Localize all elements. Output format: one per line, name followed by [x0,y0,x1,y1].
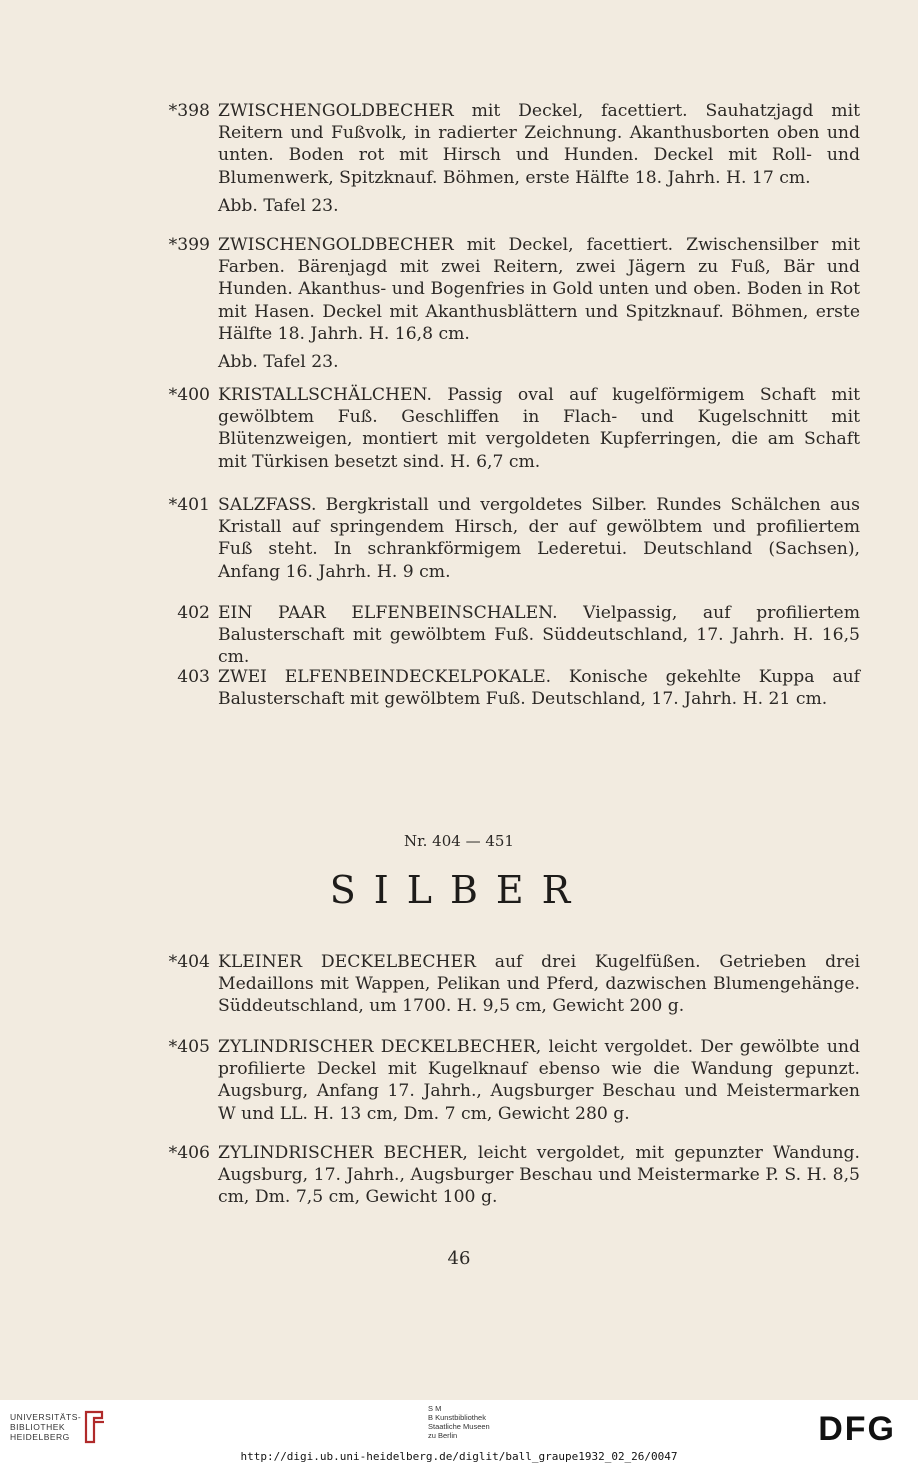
entry-401 [160,494,860,583]
university-line: UNIVERSITÄTS- [10,1412,82,1422]
page-url-link[interactable]: http://digi.ub.uni-heidelberg.de/diglit/ball_graupe1932_02_26/0047 [240,1450,678,1463]
entry-text: ZWISCHENGOLDBECHER mit Deckel, facettiert. Zwischensilber mit Farben. Bärenjagd mit zwei Reitern, zwei Jägern zu Fuß, Bär und Hunden. Akanthus- und Bogenfries in Gold unten und oben. Boden in Rot mit Hasen. Deckel mit Akanthusblättern und Spitzknauf. Böhmen, erste Hälfte 18. Jahrh. H. 16,8 cm. [218,235,860,344]
entry-number: *401 [168,495,210,515]
page-number: 46 [447,1248,471,1269]
entry-text: EIN PAAR ELFENBEINSCHALEN. Vielpassig, auf profiliertem Balusterschaft mit gewölbtem Fuß. Süddeutschland, 17. Jahrh. H. 16,5 cm. [218,603,860,668]
entry-text: ZYLINDRISCHER DECKELBECHER, leicht vergoldet. Der gewölbte und profilierte Deckel mit Kugelknauf ebenso wie die Wandung gepunzt. Augsburg, Anfang 17. Jahrh., Augsburger Beschau und Meistermarken W und LL. H. 13 cm, Dm. 7 cm, Gewicht 280 g. [218,1037,860,1124]
entry-reference: Abb. Tafel 23. [218,352,339,373]
entry-404 [160,951,860,1018]
entry-406 [160,1142,860,1209]
entry-number: *398 [168,101,210,121]
library-line: S M [428,1404,442,1413]
dfg-logo[interactable]: DFG [818,1410,896,1448]
kunstbibliothek-label[interactable] [428,1404,490,1440]
university-line: HEIDELBERG [10,1432,70,1442]
entry-text: ZWEI ELFENBEINDECKELPOKALE. Konische gekehlte Kuppa auf Balusterschaft mit gewölbtem Fuß. Deutschland, 17. Jahrh. H. 21 cm. [218,667,860,710]
viewer-footer [0,1400,918,1465]
entry-399 [160,234,860,373]
entry-402 [160,602,860,669]
library-line: Staatliche Museen [428,1422,490,1431]
university-line: BIBLIOTHEK [10,1422,66,1432]
university-library-label[interactable] [10,1412,81,1442]
university-logo-icon [80,1408,108,1446]
entry-number: 402 [177,603,210,623]
entry-405 [160,1036,860,1125]
entry-text: ZWISCHENGOLDBECHER mit Deckel, facettiert. Sauhatzjagd mit Reitern und Fußvolk, in radierter Zeichnung. Akanthusborten oben und unten. Boden rot mit Hirsch und Hunden. Deckel mit Roll- und Blumenwerk, Spitzknauf. Böhmen, erste Hälfte 18. Jahrh. H. 17 cm. [218,101,860,188]
entry-text: ZYLINDRISCHER BECHER, leicht vergoldet, mit gepunzter Wandung. Augsburg, 17. Jahrh., Augsburger Beschau und Meistermarke P. S. H. 8,5 cm, Dm. 7,5 cm, Gewicht 100 g. [218,1143,860,1208]
entry-398 [160,100,860,217]
entry-number: *399 [168,235,210,255]
entry-number: *405 [168,1037,210,1057]
entry-number: *400 [168,385,210,405]
library-line: B Kunstbibliothek [428,1413,486,1422]
entry-reference: Abb. Tafel 23. [218,195,339,216]
entry-number: *404 [168,952,210,972]
entry-text: SALZFASS. Bergkristall und vergoldetes Silber. Rundes Schälchen aus Kristall auf springendem Hirsch, der auf gewölbtem und profiliertem Fuß steht. In schrankförmigem Lederetui. Deutschland (Sachsen), Anfang 16. Jahrh. H. 9 cm. [218,495,860,582]
section-range: Nr. 404 — 451 [404,832,514,850]
section-title: SILBER [329,868,589,912]
entry-403 [160,666,860,710]
entry-number: *406 [168,1143,210,1163]
entry-number: 403 [177,667,210,687]
entry-400 [160,384,860,473]
entry-text: KRISTALLSCHÄLCHEN. Passig oval auf kugelförmigem Schaft mit gewölbtem Fuß. Geschliffen in Flach- und Kugelschnitt mit Blütenzweigen, montiert mit vergoldeten Kupferringen, die am Schaft mit Türkisen besetzt sind. H. 6,7 cm. [218,385,860,472]
library-line: zu Berlin [428,1431,458,1440]
entry-text: KLEINER DECKELBECHER auf drei Kugelfüßen. Getrieben drei Medaillons mit Wappen, Pelikan und Pferd, dazwischen Blumengehänge. Süddeutschland, um 1700. H. 9,5 cm, Gewicht 200 g. [218,952,860,1017]
